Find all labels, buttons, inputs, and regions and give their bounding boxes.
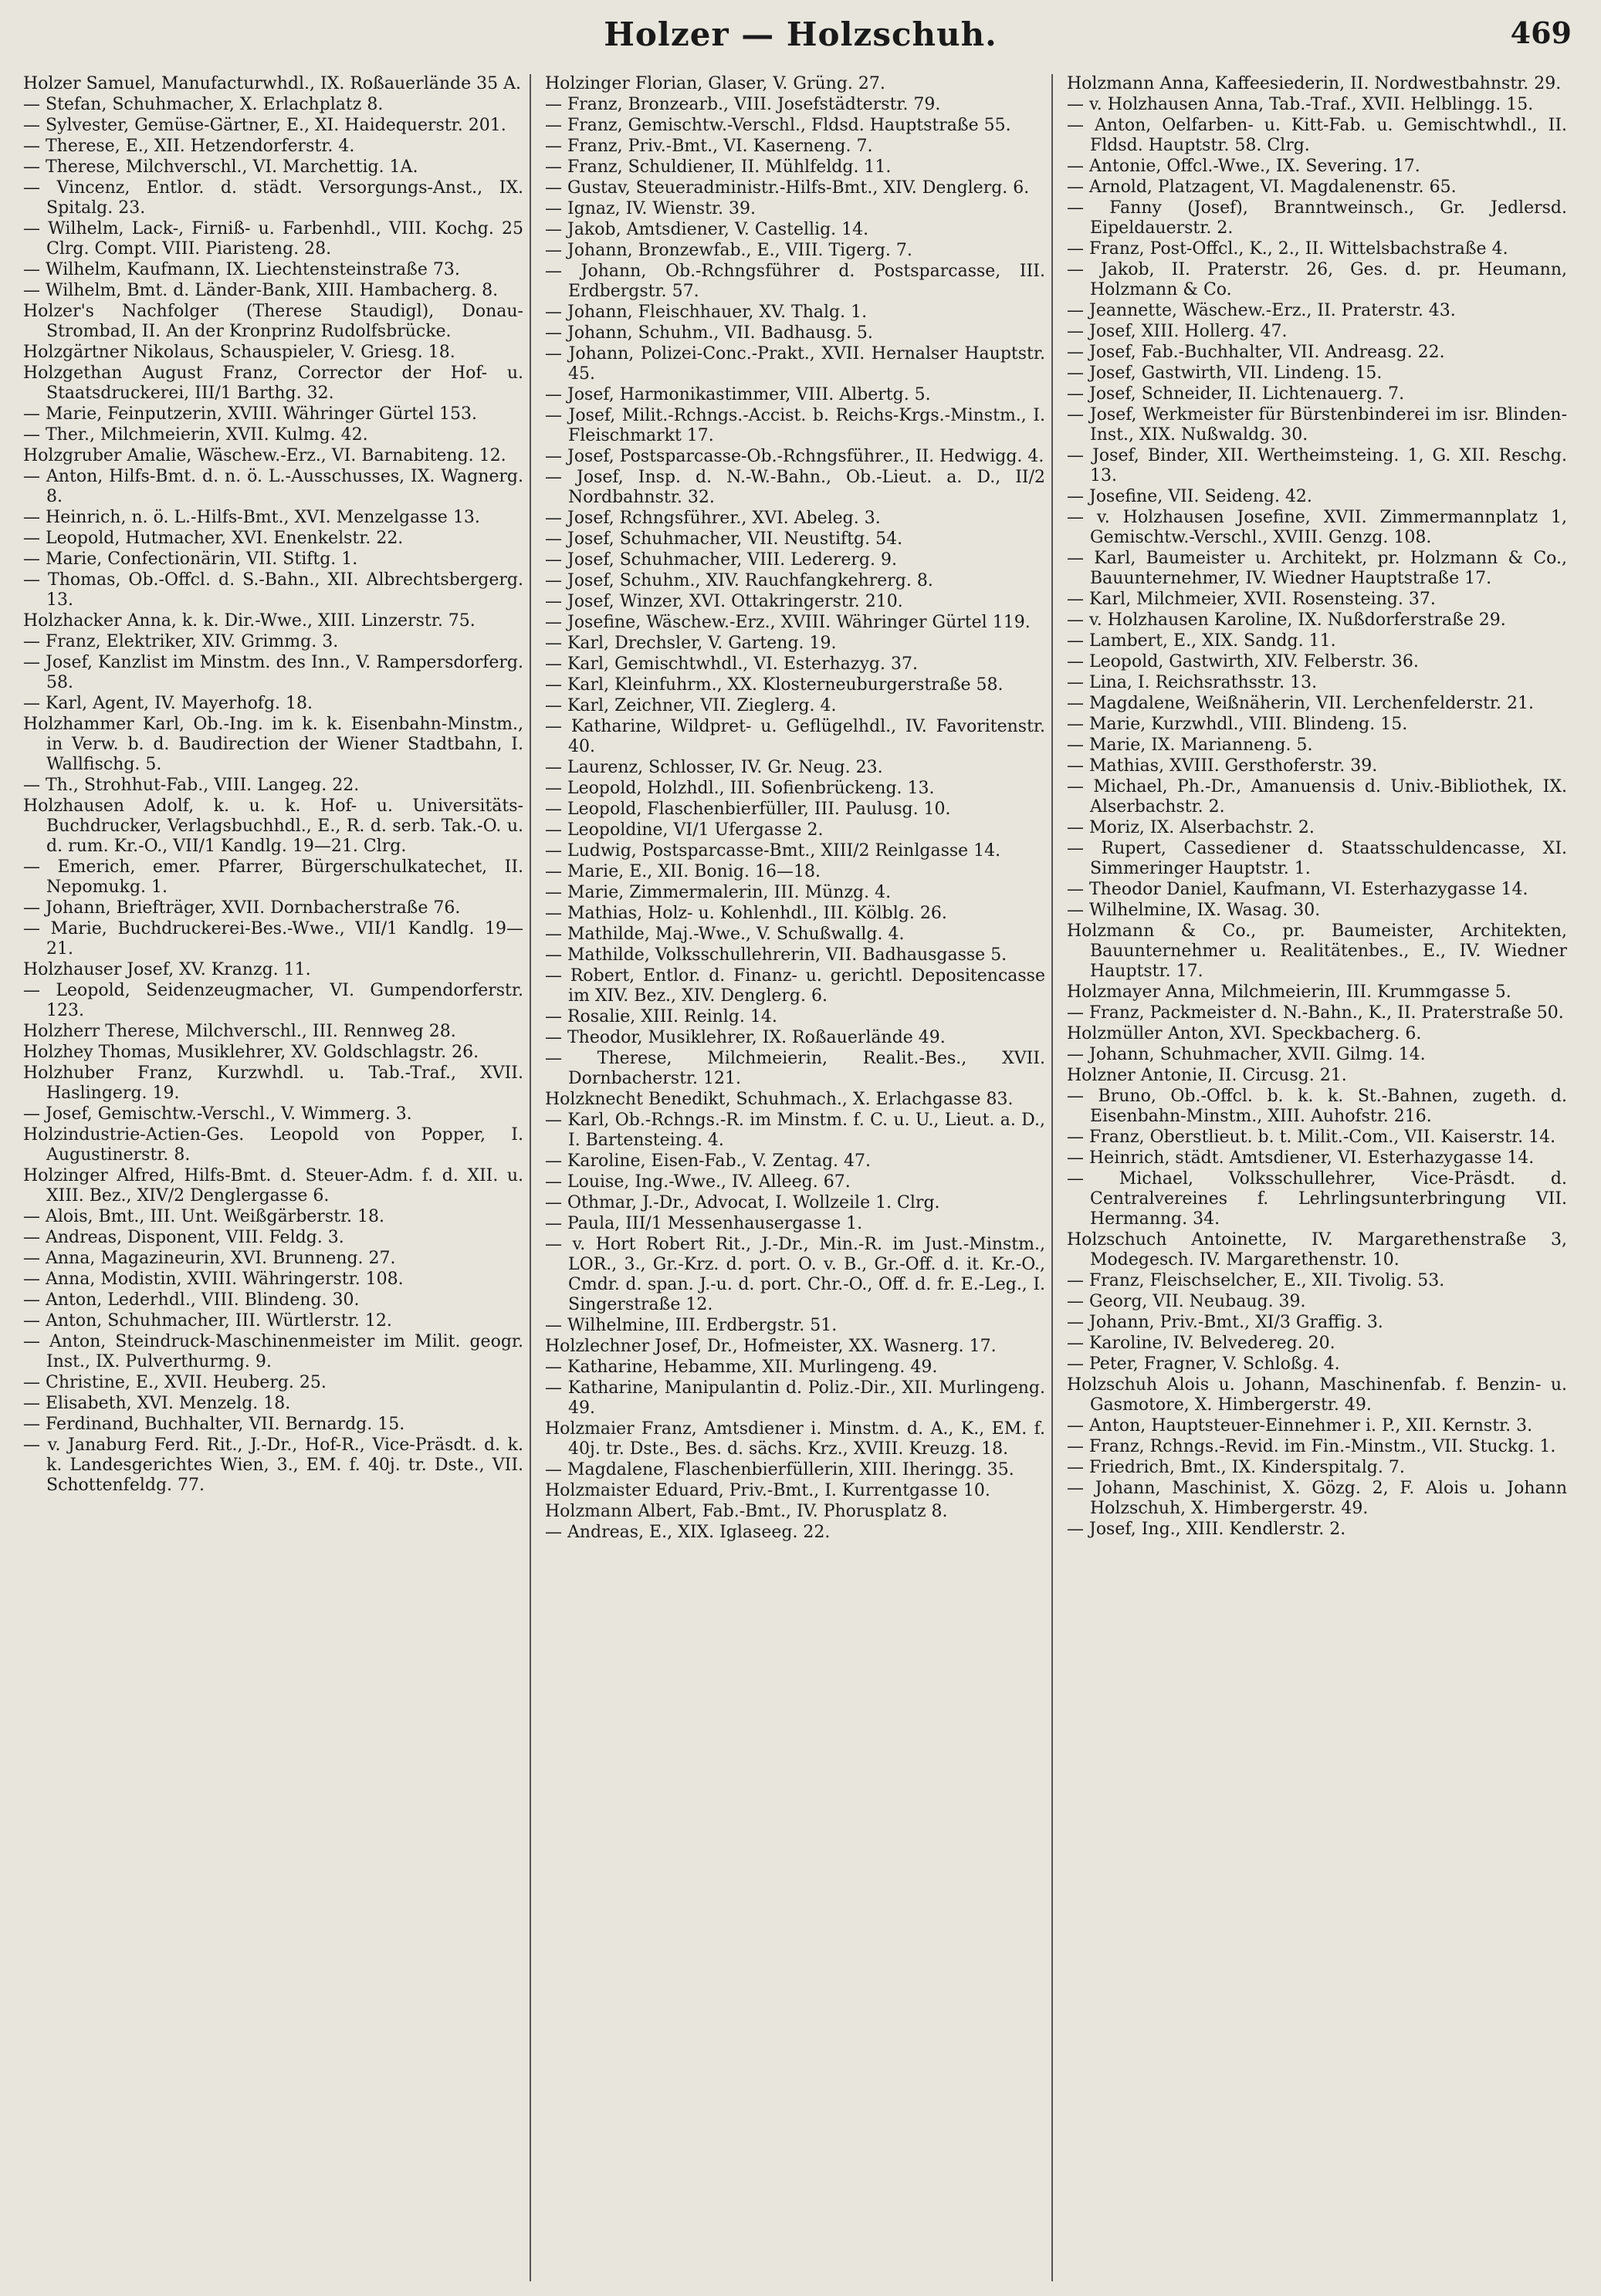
directory-entry: — Karl, Baumeister u. Architekt, pr. Holzmann & Co., Bauunternehmer, IV. Wiedner Hauptstraße 17. — [1067, 549, 1567, 588]
directory-entry: Holzgärtner Nikolaus, Schauspieler, V. Griesg. 18. — [23, 343, 455, 362]
directory-entry: Holzindustrie-Actien-Ges. Leopold von Popper, I. Augustinerstr. 8. — [23, 1125, 523, 1165]
directory-entry: — Franz, Fleischselcher, E., XII. Tivolig. 53. — [1067, 1271, 1445, 1290]
directory-entry: — Josef, Werkmeister für Bürstenbinderei im isr. Blinden-Inst., XIX. Nußwaldg. 30. — [1067, 405, 1567, 445]
directory-entry: — Franz, Gemischtw.-Verschl., Fldsd. Hauptstraße 55. — [545, 116, 1011, 135]
directory-entry: — Franz, Priv.-Bmt., VI. Kaserneng. 7. — [545, 137, 873, 156]
directory-entry: Holzmann & Co., pr. Baumeister, Architekten, Bauunternehmer u. Realitätenbes., E., IV. Wiedner Hauptstr. 17. — [1067, 921, 1567, 981]
directory-entry: Holzhausen Adolf, k. u. k. Hof- u. Universitäts-Buchdrucker, Verlagsbuchhdl., E., R. d. serb. Tak.-O. u. d. rum. Kr.-O., VII/1 Kandlg. 19—21. Clrg. — [23, 796, 523, 856]
directory-entry: — Anna, Modistin, XVIII. Währingerstr. 108. — [23, 1270, 404, 1289]
directory-entry: Holzschuh Alois u. Johann, Maschinenfab. f. Benzin- u. Gasmotore, X. Himbergerstr. 49. — [1067, 1375, 1567, 1415]
directory-entry: — Anton, Hauptsteuer-Einnehmer i. P., XII. Kernstr. 3. — [1067, 1416, 1533, 1435]
directory-entry: — Gustav, Steueradministr.-Hilfs-Bmt., XIV. Denglerg. 6. — [545, 178, 1030, 198]
directory-entry: — Arnold, Platzagent, VI. Magdalenenstr. 65. — [1067, 178, 1457, 197]
directory-entry: — Peter, Fragner, V. Schloßg. 4. — [1067, 1354, 1340, 1374]
directory-entry: Holzgethan August Franz, Corrector der Hof- u. Staatsdruckerei, III/1 Barthg. 32. — [23, 364, 523, 403]
directory-entry: — Karoline, IV. Belvedereg. 20. — [1067, 1334, 1335, 1353]
directory-entry: — Wilhelmine, IX. Wasag. 30. — [1067, 901, 1321, 920]
directory-entry: — Jeannette, Wäschew.-Erz., II. Praterstr. 43. — [1067, 301, 1456, 320]
directory-entry: — Leopoldine, VI/1 Ufergasse 2. — [545, 820, 824, 840]
directory-entry: Holzgruber Amalie, Wäschew.-Erz., VI. Barnabiteng. 12. — [23, 446, 506, 465]
directory-entry: — Leopold, Seidenzeugmacher, VI. Gumpendorferstr. 123. — [23, 981, 523, 1020]
directory-entry: — Josef, Schuhm., XIV. Rauchfangkehrerg. 8. — [545, 571, 933, 590]
directory-entry: — Ther., Milchmeierin, XVII. Kulmg. 42. — [23, 425, 368, 445]
directory-entry: — Johann, Bronzewfab., E., VIII. Tigerg. 7. — [545, 241, 912, 260]
directory-entry: — Vincenz, Entlor. d. städt. Versorgungs-Anst., IX. Spitalg. 23. — [23, 178, 523, 218]
directory-entry: — Johann, Priv.-Bmt., XI/3 Graffig. 3. — [1067, 1313, 1383, 1332]
directory-entry: — v. Holzhausen Josefine, XVII. Zimmermannplatz 1, Gemischtw.-Verschl., XVIII. Genzg. 108. — [1067, 508, 1567, 547]
columns — [23, 74, 1578, 2285]
directory-entry: — Josef, Schuhmacher, VIII. Ledererg. 9. — [545, 550, 897, 570]
directory-entry: — Josef, Fab.-Buchhalter, VII. Andreasg. 22. — [1067, 343, 1445, 362]
directory-entry: — Magdalene, Weißnäherin, VII. Lerchenfelderstr. 21. — [1067, 694, 1534, 713]
directory-entry: — Magdalene, Flaschenbierfüllerin, XIII. Iheringg. 35. — [545, 1460, 1014, 1479]
directory-entry: — Josef, XIII. Hollerg. 47. — [1067, 322, 1288, 341]
directory-entry: — Marie, Feinputzerin, XVIII. Währinger Gürtel 153. — [23, 404, 477, 424]
directory-entry: — Rosalie, XIII. Reinlg. 14. — [545, 1007, 777, 1026]
directory-entry: — Lambert, E., XIX. Sandg. 11. — [1067, 631, 1336, 651]
running-title: Holzer — Holzschuh. — [604, 15, 997, 53]
directory-entry: — Andreas, Disponent, VIII. Feldg. 3. — [23, 1228, 344, 1247]
directory-entry: — Wilhelmine, III. Erdbergstr. 51. — [545, 1316, 838, 1335]
directory-entry: — Marie, Kurzwhdl., VIII. Blindeng. 15. — [1067, 715, 1408, 734]
directory-entry: — Marie, Zimmermalerin, III. Münzg. 4. — [545, 883, 892, 902]
column-3 — [1067, 74, 1567, 2281]
directory-entry: Holzmaier Franz, Amtsdiener i. Minstm. d. A., K., EM. f. 40j. tr. Dste., Bes. d. sächs. Krz., XVIII. Kreuzg. 18. — [545, 1419, 1045, 1459]
directory-entry: Holzmann Albert, Fab.-Bmt., IV. Phorusplatz 8. — [545, 1502, 948, 1521]
directory-entry: Holzknecht Benedikt, Schuhmach., X. Erlachgasse 83. — [545, 1090, 1014, 1109]
directory-entry: — Mathias, XVIII. Gersthoferstr. 39. — [1067, 756, 1378, 776]
page-number: 469 — [1510, 15, 1572, 50]
directory-entry: — Theodor Daniel, Kaufmann, VI. Esterhazygasse 14. — [1067, 880, 1528, 899]
directory-entry: — Heinrich, n. ö. L.-Hilfs-Bmt., XVI. Menzelgasse 13. — [23, 508, 480, 527]
directory-entry: — Katharine, Manipulantin d. Poliz.-Dir., XII. Murlingeng. 49. — [545, 1378, 1045, 1418]
directory-entry: — Wilhelm, Bmt. d. Länder-Bank, XIII. Hambacherg. 8. — [23, 281, 499, 300]
directory-entry: — Franz, Packmeister d. N.-Bahn., K., II. Praterstraße 50. — [1067, 1003, 1564, 1023]
directory-entry: Holzherr Therese, Milchverschl., III. Rennweg 28. — [23, 1022, 456, 1041]
directory-entry: — Josef, Gemischtw.-Verschl., V. Wimmerg. 3. — [23, 1104, 412, 1124]
directory-entry: Holzschuch Antoinette, IV. Margarethenstraße 3, Modegesch. IV. Margarethenstr. 10. — [1067, 1230, 1567, 1270]
directory-entry: — Josefine, VII. Seideng. 42. — [1067, 487, 1312, 506]
directory-entry: — Josef, Milit.-Rchngs.-Accist. b. Reichs-Krgs.-Minstm., I. Fleischmarkt 17. — [545, 406, 1045, 445]
directory-entry: — Katharine, Wildpret- u. Geflügelhdl., IV. Favoritenstr. 40. — [545, 717, 1045, 756]
directory-entry: — Mathias, Holz- u. Kohlenhdl., III. Kölblg. 26. — [545, 904, 947, 923]
directory-entry: Holzner Antonie, II. Circusg. 21. — [1067, 1066, 1347, 1085]
directory-entry: — Johann, Ob.-Rchngsführer d. Postsparcasse, III. Erdbergstr. 57. — [545, 262, 1045, 301]
page-header — [0, 14, 1601, 60]
directory-entry: — Mathilde, Volksschullehrerin, VII. Badhausgasse 5. — [545, 945, 1007, 965]
directory-entry: — Josef, Winzer, XVI. Ottakringerstr. 210. — [545, 592, 903, 611]
directory-entry: — Josef, Postsparcasse-Ob.-Rchngsführer., II. Hedwigg. 4. — [545, 447, 1044, 466]
directory-entry: — v. Holzhausen Karoline, IX. Nußdorferstraße 29. — [1067, 610, 1506, 630]
directory-entry: — Sylvester, Gemüse-Gärtner, E., XI. Haidequerstr. 201. — [23, 116, 506, 135]
directory-entry: — Marie, IX. Marianneng. 5. — [1067, 735, 1313, 755]
directory-entry: — Paula, III/1 Messenhausergasse 1. — [545, 1214, 863, 1233]
directory-entry: — Karl, Zeichner, VII. Zieglerg. 4. — [545, 696, 837, 715]
directory-entry: — Christine, E., XVII. Heuberg. 25. — [23, 1373, 327, 1392]
directory-entry: — Ferdinand, Buchhalter, VII. Bernardg. 15. — [23, 1415, 405, 1434]
directory-entry: — Josef, Schuhmacher, VII. Neustiftg. 54. — [545, 529, 903, 549]
directory-entry: — Antonie, Offcl.-Wwe., IX. Severing. 17. — [1067, 157, 1420, 176]
directory-entry: Holzinger Florian, Glaser, V. Grüng. 27. — [545, 74, 885, 93]
directory-entry: — Franz, Rchngs.-Revid. im Fin.-Minstm., VII. Stuckg. 1. — [1067, 1437, 1556, 1456]
directory-entry: — Marie, E., XII. Bonig. 16—18. — [545, 862, 821, 881]
directory-entry: — Rupert, Cassediener d. Staatsschuldencasse, XI. Simmeringer Hauptstr. 1. — [1067, 839, 1567, 878]
directory-entry: — Leopold, Hutmacher, XVI. Enenkelstr. 22. — [23, 529, 404, 548]
directory-entry: — v. Hort Robert Rit., J.-Dr., Min.-R. im Just.-Minstm., LOR., 3., Gr.-Krz. d. port. O. v. B., Gr.-Off. d. it. Kr.-O., Cmdr. d. span. J.-u. d. port. Chr.-O., Off. d. fr. E.-Leg., I. Singerstraße 12. — [545, 1235, 1045, 1314]
directory-entry: — Josef, Harmonikastimmer, VIII. Albertg. 5. — [545, 385, 931, 404]
directory-entry: Holzlechner Josef, Dr., Hofmeister, XX. Wasnerg. 17. — [545, 1337, 997, 1356]
directory-entry: — Leopold, Holzhdl., III. Sofienbrückeng. 13. — [545, 779, 935, 798]
directory-entry: — Karl, Drechsler, V. Garteng. 19. — [545, 634, 837, 653]
directory-entry: — Karl, Milchmeier, XVII. Rosensteing. 37. — [1067, 590, 1436, 609]
directory-entry: — Leopold, Gastwirth, XIV. Felberstr. 36. — [1067, 652, 1419, 671]
directory-entry: Holzhuber Franz, Kurzwhdl. u. Tab.-Traf., XVII. Haslingerg. 19. — [23, 1063, 523, 1103]
directory-entry: — Karl, Ob.-Rchngs.-R. im Minstm. f. C. u. U., Lieut. a. D., I. Bartensteing. 4. — [545, 1111, 1045, 1150]
directory-entry: — Leopold, Flaschenbierfüller, III. Paulusg. 10. — [545, 800, 951, 819]
directory-entry: — Robert, Entlor. d. Finanz- u. gerichtl. Depositencasse im XIV. Bez., XIV. Denglerg. 6. — [545, 966, 1045, 1006]
directory-entry: — Andreas, E., XIX. Iglaseeg. 22. — [545, 1523, 831, 1542]
directory-entry: — Karoline, Eisen-Fab., V. Zentag. 47. — [545, 1151, 872, 1171]
directory-entry: — Emerich, emer. Pfarrer, Bürgerschulkatechet, II. Nepomukg. 1. — [23, 857, 523, 897]
directory-entry: — Franz, Post-Offcl., K., 2., II. Wittelsbachstraße 4. — [1067, 239, 1508, 259]
directory-entry: — Marie, Buchdruckerei-Bes.-Wwe., VII/1 Kandlg. 19—21. — [23, 919, 523, 959]
directory-entry: — Michael, Ph.-Dr., Amanuensis d. Univ.-Bibliothek, IX. Alserbachstr. 2. — [1067, 777, 1567, 817]
directory-entry: — Anton, Lederhdl., VIII. Blindeng. 30. — [23, 1290, 360, 1310]
directory-entry: — Heinrich, städt. Amtsdiener, VI. Esterhazygasse 14. — [1067, 1148, 1535, 1168]
directory-entry: — Johann, Fleischhauer, XV. Thalg. 1. — [545, 303, 868, 322]
directory-entry: — Josef, Binder, XII. Wertheimsteing. 1, G. XII. Reschg. 13. — [1067, 446, 1567, 485]
directory-entry: — Josef, Ing., XIII. Kendlerstr. 2. — [1067, 1520, 1346, 1539]
directory-entry: — v. Holzhausen Anna, Tab.-Traf., XVII. Helblingg. 15. — [1067, 95, 1534, 114]
directory-entry: Holzmüller Anton, XVI. Speckbacherg. 6. — [1067, 1024, 1422, 1043]
directory-entry: — Franz, Bronzearb., VIII. Josefstädterstr. 79. — [545, 95, 941, 114]
directory-entry: — Mathilde, Maj.-Wwe., V. Schußwallg. 4. — [545, 925, 905, 944]
directory-entry: — Alois, Bmt., III. Unt. Weißgärberstr. 18. — [23, 1207, 385, 1226]
directory-entry: — Elisabeth, XVI. Menzelg. 18. — [23, 1394, 291, 1413]
directory-entry: — Fanny (Josef), Branntweinsch., Gr. Jedlersd. Eipeldauerstr. 2. — [1067, 198, 1567, 238]
directory-entry: — Ludwig, Postsparcasse-Bmt., XIII/2 Reinlgasse 14. — [545, 841, 1001, 861]
directory-entry: — Franz, Oberstlieut. b. t. Milit.-Com., VII. Kaiserstr. 14. — [1067, 1128, 1556, 1147]
directory-entry: — Theodor, Musiklehrer, IX. Roßauerlände 49. — [545, 1028, 946, 1047]
directory-entry: Holzmayer Anna, Milchmeierin, III. Krummgasse 5. — [1067, 982, 1511, 1002]
directory-entry: — Karl, Agent, IV. Mayerhofg. 18. — [23, 694, 313, 713]
directory-entry: — Jakob, Amtsdiener, V. Castellig. 14. — [545, 220, 869, 239]
directory-entry: Holzhey Thomas, Musiklehrer, XV. Goldschlagstr. 26. — [23, 1043, 479, 1062]
directory-entry: Holzhammer Karl, Ob.-Ing. im k. k. Eisenbahn-Minstm., in Verw. b. d. Baudirection der Wiener Stadtbahn, I. Wallfischg. 5. — [23, 715, 523, 774]
directory-entry: — Johann, Schuhmacher, XVII. Gilmg. 14. — [1067, 1045, 1426, 1064]
directory-entry: — Laurenz, Schlosser, IV. Gr. Neug. 23. — [545, 758, 883, 777]
directory-entry: — Louise, Ing.-Wwe., IV. Alleeg. 67. — [545, 1172, 851, 1192]
directory-entry: — Karl, Kleinfuhrm., XX. Klosterneuburgerstraße 58. — [545, 675, 1004, 695]
directory-entry: — Therese, Milchverschl., VI. Marchettig. 1A. — [23, 157, 418, 177]
directory-entry: — Therese, Milchmeierin, Realit.-Bes., XVII. Dornbacherstr. 121. — [545, 1049, 1045, 1088]
directory-entry: — Franz, Elektriker, XIV. Grimmg. 3. — [23, 632, 339, 651]
directory-entry: — Franz, Schuldiener, II. Mühlfeldg. 11. — [545, 157, 892, 177]
directory-entry: — Johann, Maschinist, X. Gözg. 2, F. Alois u. Johann Holzschuh, X. Himbergerstr. 49. — [1067, 1479, 1567, 1518]
directory-entry: — Johann, Briefträger, XVII. Dornbacherstraße 76. — [23, 898, 461, 918]
directory-entry: — Jakob, II. Praterstr. 26, Ges. d. pr. Heumann, Holzmann & Co. — [1067, 260, 1567, 299]
directory-entry: Holzmann Anna, Kaffeesiederin, II. Nordwestbahnstr. 29. — [1067, 74, 1562, 93]
directory-entry: — v. Janaburg Ferd. Rit., J.-Dr., Hof-R., Vice-Präsdt. d. k. k. Landesgerichtes Wien, 3., EM. f. 40j. tr. Dste., VII. Schottenfeldg. 77. — [23, 1435, 523, 1495]
column-2 — [545, 74, 1045, 2281]
directory-entry: — Anton, Steindruck-Maschinenmeister im Milit. geogr. Inst., IX. Pulverthurmg. 9. — [23, 1332, 523, 1371]
directory-entry: — Josef, Insp. d. N.-W.-Bahn., Ob.-Lieut. a. D., II/2 Nordbahnstr. 32. — [545, 468, 1045, 507]
directory-entry: — Josef, Schneider, II. Lichtenauerg. 7. — [1067, 384, 1405, 404]
directory-entry: — Thomas, Ob.-Offcl. d. S.-Bahn., XII. Albrechtsbergerg. 13. — [23, 570, 523, 610]
directory-entry: — Johann, Schuhm., VII. Badhausg. 5. — [545, 323, 873, 343]
directory-entry: — Michael, Volksschullehrer, Vice-Präsdt. d. Centralvereines f. Lehrlingsunterbringung VII. Hermanng. 34. — [1067, 1169, 1567, 1229]
directory-entry: — Therese, E., XII. Hetzendorferstr. 4. — [23, 137, 355, 156]
directory-entry: — Johann, Polizei-Conc.-Prakt., XVII. Hernalser Hauptstr. 45. — [545, 344, 1045, 384]
directory-entry: Holzer Samuel, Manufacturwhdl., IX. Roßauerlände 35 A. — [23, 74, 521, 93]
directory-entry: — Georg, VII. Neubaug. 39. — [1067, 1292, 1306, 1311]
directory-entry: — Josef, Rchngsführer., XVI. Abeleg. 3. — [545, 509, 881, 528]
directory-entry: — Anton, Schuhmacher, III. Würtlerstr. 12. — [23, 1311, 392, 1331]
directory-entry: — Anton, Oelfarben- u. Kitt-Fab. u. Gemischtwhdl., II. Fldsd. Hauptstr. 58. Clrg. — [1067, 116, 1567, 155]
directory-entry: Holzhauser Josef, XV. Kranzg. 11. — [23, 960, 311, 979]
directory-entry: — Wilhelm, Kaufmann, IX. Liechtensteinstraße 73. — [23, 260, 460, 279]
directory-entry: — Josef, Kanzlist im Minstm. des Inn., V. Rampersdorferg. 58. — [23, 653, 523, 692]
directory-entry: — Katharine, Hebamme, XII. Murlingeng. 49. — [545, 1358, 938, 1377]
directory-entry: — Ignaz, IV. Wienstr. 39. — [545, 199, 756, 218]
directory-entry: — Josef, Gastwirth, VII. Lindeng. 15. — [1067, 364, 1383, 383]
directory-entry: Holzhacker Anna, k. k. Dir.-Wwe., XIII. Linzerstr. 75. — [23, 611, 476, 631]
column-1 — [23, 74, 523, 2281]
directory-entry: — Othmar, J.-Dr., Advocat, I. Wollzeile 1. Clrg. — [545, 1193, 940, 1212]
directory-entry: — Karl, Gemischtwhdl., VI. Esterhazyg. 37. — [545, 654, 918, 674]
directory-entry: — Anna, Magazineurin, XVI. Brunneng. 27. — [23, 1249, 396, 1268]
directory-entry: Holzinger Alfred, Hilfs-Bmt. d. Steuer-Adm. f. d. XII. u. XIII. Bez., XIV/2 Denglergasse 6. — [23, 1166, 523, 1205]
directory-entry: — Th., Strohhut-Fab., VIII. Langeg. 22. — [23, 776, 360, 795]
directory-entry: — Bruno, Ob.-Offcl. b. k. k. St.-Bahnen, zugeth. d. Eisenbahn-Minstm., XIII. Auhofstr. 216. — [1067, 1087, 1567, 1126]
directory-entry: — Marie, Confectionärin, VII. Stiftg. 1. — [23, 549, 358, 569]
directory-entry: — Lina, I. Reichsrathsstr. 13. — [1067, 673, 1318, 692]
directory-entry: — Wilhelm, Lack-, Firniß- u. Farbenhdl., VIII. Kochg. 25 Clrg. Compt. VIII. Piaristeng. 28. — [23, 219, 523, 259]
directory-entry: — Josefine, Wäschew.-Erz., XVIII. Währinger Gürtel 119. — [545, 613, 1031, 632]
directory-entry: — Moriz, IX. Alserbachstr. 2. — [1067, 818, 1315, 837]
directory-entry: — Stefan, Schuhmacher, X. Erlachplatz 8. — [23, 95, 384, 114]
directory-entry: — Friedrich, Bmt., IX. Kinderspitalg. 7. — [1067, 1458, 1405, 1477]
directory-entry: — Anton, Hilfs-Bmt. d. n. ö. L.-Ausschusses, IX. Wagnerg. 8. — [23, 467, 523, 506]
directory-entry: Holzmaister Eduard, Priv.-Bmt., I. Kurrentgasse 10. — [545, 1481, 990, 1500]
directory-entry: Holzer's Nachfolger (Therese Staudigl), Donau-Strombad, II. An der Kronprinz Rudolfsbrücke. — [23, 302, 523, 341]
